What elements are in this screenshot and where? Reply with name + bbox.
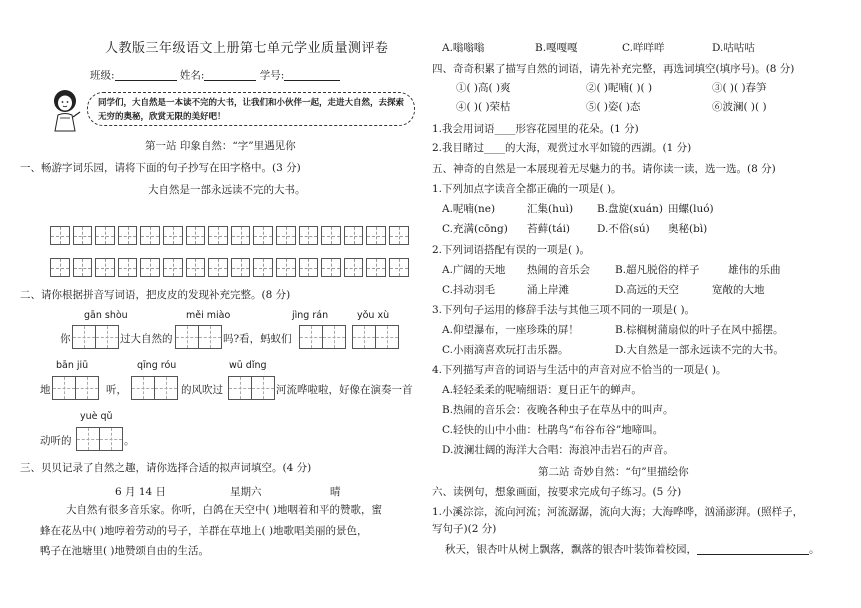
q5-2-option[interactable]: 宽敞的大地 [712, 284, 765, 296]
q4-item: ⑥波澜( )( ) [712, 101, 767, 113]
grid-cell[interactable] [73, 226, 93, 245]
q5-1-option[interactable]: 奥秘(bì) [668, 223, 708, 235]
answer-grid[interactable] [131, 376, 178, 400]
q3-date: 6 月 14 日 [115, 486, 167, 498]
grid-cell[interactable] [208, 226, 228, 245]
q4-item: ②( )呢喃( )( ) [586, 82, 653, 94]
q5-1-option[interactable]: 田螺(luó) [668, 203, 714, 215]
q1-sentence: 大自然是一部永远读不完的大书。 [148, 184, 306, 196]
grid-cell[interactable] [321, 258, 341, 277]
q5-4-option[interactable]: A.轻轻柔柔的呢喃细语：夏日正午的蝉声。 [442, 384, 642, 396]
q5-2-option[interactable]: 热闹的音乐会 [527, 264, 590, 276]
q1-prompt: 一、畅游字词乐园，请将下面的句子抄写在田字格中。(3 分) [20, 162, 301, 174]
q5-4-option[interactable]: B.热闹的音乐会：夜晚各种虫子在草丛中的叫声。 [442, 404, 674, 416]
q5-2-option[interactable]: D.高远的天空 [615, 284, 679, 296]
q5-2-option[interactable]: B.超凡脱俗的样子 [615, 264, 700, 276]
grid-cell[interactable] [276, 258, 296, 277]
pinyin: yǒu xù [357, 310, 390, 321]
answer-grid[interactable] [52, 376, 99, 400]
q3-week: 星期六 [230, 486, 262, 498]
pinyin: gān shòu [84, 310, 128, 321]
grid-cell[interactable] [73, 258, 93, 277]
q5-2-option[interactable]: A.广阔的天地 [442, 264, 506, 276]
grid-cell[interactable] [253, 226, 273, 245]
q2-text: 听， [106, 384, 127, 396]
q5-3: 3.下列句子运用的修辞手法与其他三项不同的一项是( )。 [432, 304, 696, 316]
q5-2-option[interactable]: 雄伟的乐曲 [728, 264, 781, 276]
q5-4-option[interactable]: D.波澜壮阔的海洋大合唱：海浪冲击岩石的声音。 [442, 444, 674, 456]
pinyin: bān jiū [56, 360, 89, 371]
q3-option-c[interactable]: C.咩咩咩 [622, 42, 665, 54]
grid-cell[interactable] [140, 226, 160, 245]
grid-cell[interactable] [186, 258, 206, 277]
q4-sentence-2: 2.我目睹过____的大海，观赏过水平如镜的西湖。(1 分) [432, 142, 692, 154]
q4-item: ③( )( )春笋 [712, 82, 767, 94]
q6-answer-blank[interactable] [697, 544, 809, 555]
answer-grid[interactable] [72, 325, 119, 349]
q6-prompt: 六、读例句，想象画面，按要求完成句子练习。(5 分) [432, 486, 682, 498]
q2-text: 。 [124, 435, 135, 447]
grid-cell[interactable] [389, 226, 409, 245]
grid-cell[interactable] [208, 258, 228, 277]
pinyin: měi miào [186, 310, 231, 321]
q5-2-option[interactable]: C.抖动羽毛 [442, 284, 495, 296]
grid-cell[interactable] [231, 226, 251, 245]
grid-cell[interactable] [163, 258, 183, 277]
pinyin: qīng róu [137, 360, 177, 371]
q3-prompt: 三、贝贝记录了自然之趣，请你选择合适的拟声词填空。(4 分) [20, 462, 312, 474]
q3-option-d[interactable]: D.咕咕咕 [712, 42, 755, 54]
q6-example: 秋天，银杏叶从树上飘落，飘落的银杏叶装饰着校园， 。 [445, 543, 820, 556]
q4-prompt: 四、奇奇积累了描写自然的词语，请先补充完整，再选词填空(填序号)。(8 分) [432, 63, 795, 75]
q3-paragraph-line: 蜂在花丛中( )地哼着劳动的号子，羊群在草地上( )地歌唱美丽的景色， [40, 525, 368, 537]
exam-title: 人教版三年级语文上册第七单元学业质量测评卷 [105, 41, 389, 56]
q2-text: 地 [40, 384, 51, 396]
grid-cell[interactable] [344, 258, 364, 277]
name-label: 姓名: [179, 69, 205, 82]
q3-option-a[interactable]: A.嗡嗡嗡 [442, 42, 485, 54]
grid-cell[interactable] [344, 226, 364, 245]
q5-4-option[interactable]: C.轻快的山中小曲：杜鹃鸟“布谷布谷”地啼叫。 [442, 424, 664, 436]
girl-illustration-icon [47, 88, 83, 132]
q2-text: 过大自然的 [120, 333, 173, 345]
grid-cell[interactable] [366, 258, 386, 277]
grid-cell[interactable] [321, 226, 341, 245]
station2-heading: 第二站 奇妙自然：“句”里描绘你 [538, 466, 689, 478]
grid-cell[interactable] [95, 226, 115, 245]
class-blank[interactable] [115, 70, 177, 81]
q2-text: 的风吹过 [181, 384, 223, 396]
name-blank[interactable] [204, 70, 256, 81]
station1-heading: 第一站 印象自然：“字”里遇见你 [145, 140, 296, 152]
answer-grid[interactable] [299, 325, 346, 349]
q2-text: 吗?看，蚂蚁们 [223, 333, 292, 345]
q5-3-option[interactable]: D.大自然是一部永远读不完的大书。 [615, 344, 784, 356]
q5-3-option[interactable]: C.小雨滴喜欢玩打击乐器。 [442, 344, 569, 356]
copy-grid-row-1[interactable] [50, 226, 412, 245]
answer-grid[interactable] [76, 427, 123, 451]
q4-sentence-1: 1.我会用词语____形容花园里的花朵。(1 分) [432, 123, 639, 135]
q5-1-option[interactable]: A.呢喃(ne) [442, 203, 496, 215]
intro-banner [47, 88, 417, 132]
class-label: 班级: [90, 69, 115, 82]
answer-grid[interactable] [228, 376, 275, 400]
q3-paragraph-line: 大自然有很多音乐家。你听，白鸽在天空中( )地咽着和平的赞歌，蜜 [66, 504, 383, 516]
intro-bubble-text: 同学们，大自然是一本读不完的大书，让我们和小伙伴一起，走进大自然，去探索无穷的奥秘，欣赏无限的美好吧！ [87, 92, 415, 126]
q4-item: ④( )( )荣枯 [456, 101, 511, 113]
grid-cell[interactable] [299, 226, 319, 245]
q5-1-option[interactable]: C.充满(cōng) [442, 223, 508, 235]
q5-1-option[interactable]: 汇集(huì) [527, 203, 574, 215]
grid-cell[interactable] [366, 226, 386, 245]
grid-cell[interactable] [299, 258, 319, 277]
answer-grid[interactable] [352, 325, 399, 349]
pinyin: jìng rán [292, 310, 329, 321]
q2-prompt: 二、请你根据拼音写词语，把皮皮的发现补充完整。(8 分) [20, 289, 291, 301]
q3-paragraph-line: 鸭子在池塘里( )地赞颂自由的生活。 [40, 545, 210, 557]
pinyin: yuè qǔ [80, 411, 113, 422]
grid-cell[interactable] [231, 258, 251, 277]
grid-cell[interactable] [140, 258, 160, 277]
q4-item: ⑤( )姿( )态 [586, 101, 641, 113]
q5-2: 2.下列词语搭配有误的一项是( )。 [432, 244, 591, 256]
q5-2-option[interactable]: 涌上岸滩 [527, 284, 569, 296]
grid-cell[interactable] [118, 226, 138, 245]
q5-4: 4.下列描写声音的词语与生活中的声音对应不恰当的一项是( )。 [432, 364, 727, 376]
q6-1: 1.小溪淙淙，流向河流；河流潺潺，流向大海；大海哗哗，汹涌澎湃。(照样子， [432, 506, 804, 518]
q2-text: 河流哗啦啦，好像在演奏一首 [276, 384, 413, 396]
info-line [90, 70, 340, 81]
grid-cell[interactable] [186, 226, 206, 245]
q3-weather: 晴 [330, 486, 341, 498]
number-blank[interactable] [284, 70, 340, 81]
q5-1-option[interactable]: 苔藓(tái) [527, 223, 571, 235]
grid-cell[interactable] [389, 258, 409, 277]
grid-cell[interactable] [118, 258, 138, 277]
grid-cell[interactable] [95, 258, 115, 277]
grid-cell[interactable] [50, 226, 70, 245]
answer-grid[interactable] [175, 325, 222, 349]
pinyin: wū dǐng [229, 360, 267, 371]
grid-cell[interactable] [50, 258, 70, 277]
q6-1-cont: 写句子)(2 分) [432, 523, 497, 535]
grid-cell[interactable] [276, 226, 296, 245]
number-label: 学号: [259, 69, 285, 82]
q5-1: 1.下列加点字读音全都正确的一项是( )。 [432, 183, 622, 195]
q5-1-option[interactable]: D.不俗(sú) [597, 223, 650, 235]
q5-prompt: 五、神奇的自然是一本展现着无尽魅力的书。请你读一读，选一选。(8 分) [432, 163, 776, 175]
grid-cell[interactable] [163, 226, 183, 245]
q2-text: 动听的 [40, 435, 72, 447]
grid-cell[interactable] [253, 258, 273, 277]
q5-3-option[interactable]: B.棕榈树蒲扇似的叶子在风中摇摆。 [615, 324, 784, 336]
q3-option-b[interactable]: B.嘎嘎嘎 [535, 42, 578, 54]
q6-example-text: 秋天，银杏叶从树上飘落，飘落的银杏叶装饰着校园， [445, 543, 697, 556]
q2-text: 你 [60, 333, 71, 345]
q4-item: ①( )高( )爽 [456, 82, 511, 94]
q5-3-option[interactable]: A.仰望瀑布，一座珍珠的屏！ [442, 324, 579, 336]
q5-1-option[interactable]: B.盘旋(xuán) [597, 203, 663, 215]
copy-grid-row-2[interactable] [50, 258, 412, 277]
